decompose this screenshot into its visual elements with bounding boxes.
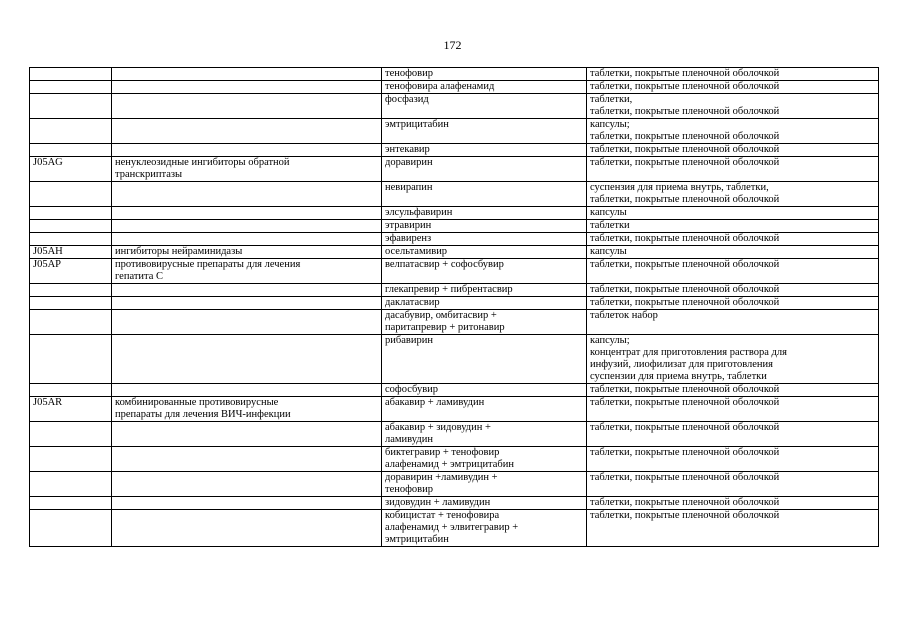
group-name-cell bbox=[112, 497, 382, 510]
group-name-cell bbox=[112, 422, 382, 447]
group-name-cell bbox=[112, 297, 382, 310]
drug-name-cell: абакавир + зидовудин + ламивудин bbox=[382, 422, 587, 447]
atc-code-cell bbox=[30, 335, 112, 384]
table-row bbox=[30, 81, 879, 94]
dosage-form-cell: таблетки, покрытые пленочной оболочкой bbox=[587, 472, 879, 497]
dosage-form-cell: таблетки, покрытые пленочной оболочкой bbox=[587, 384, 879, 397]
drug-name-cell: доравирин +ламивудин + тенофовир bbox=[382, 472, 587, 497]
drug-name-cell: тенофовира алафенамид bbox=[382, 81, 587, 94]
drug-name-cell: велпатасвир + софосбувир bbox=[382, 259, 587, 284]
drug-name-cell: фосфазид bbox=[382, 94, 587, 119]
group-name-cell bbox=[112, 68, 382, 81]
atc-code-cell bbox=[30, 144, 112, 157]
page-number: 172 bbox=[443, 38, 462, 52]
group-name-cell bbox=[112, 384, 382, 397]
drug-name-cell: абакавир + ламивудин bbox=[382, 397, 587, 422]
drug-name-cell: элсульфавирин bbox=[382, 207, 587, 220]
dosage-form-cell: таблеток набор bbox=[587, 310, 879, 335]
group-name-cell bbox=[112, 94, 382, 119]
drug-name-cell: осельтамивир bbox=[382, 246, 587, 259]
atc-code-cell: J05AH bbox=[30, 246, 112, 259]
table-row bbox=[30, 310, 879, 335]
table-row bbox=[30, 297, 879, 310]
atc-code-cell bbox=[30, 447, 112, 472]
table-row bbox=[30, 422, 879, 447]
group-name-cell: ненуклеозидные ингибиторы обратной транскриптазы bbox=[112, 157, 382, 182]
drug-name-cell: этравирин bbox=[382, 220, 587, 233]
atc-code-cell bbox=[30, 497, 112, 510]
atc-code-cell bbox=[30, 297, 112, 310]
drug-name-cell: софосбувир bbox=[382, 384, 587, 397]
group-name-cell bbox=[112, 119, 382, 144]
atc-code-cell: J05AP bbox=[30, 259, 112, 284]
drug-table bbox=[29, 67, 879, 547]
atc-code-cell: J05AR bbox=[30, 397, 112, 422]
group-name-cell bbox=[112, 233, 382, 246]
table-row bbox=[30, 144, 879, 157]
group-name-cell bbox=[112, 207, 382, 220]
table-row bbox=[30, 246, 879, 259]
atc-code-cell bbox=[30, 472, 112, 497]
table-row bbox=[30, 220, 879, 233]
drug-name-cell: эфавиренз bbox=[382, 233, 587, 246]
atc-code-cell bbox=[30, 81, 112, 94]
dosage-form-cell: таблетки, покрытые пленочной оболочкой bbox=[587, 422, 879, 447]
dosage-form-cell: таблетки, покрытые пленочной оболочкой bbox=[587, 447, 879, 472]
drug-name-cell: доравирин bbox=[382, 157, 587, 182]
drug-name-cell: даклатасвир bbox=[382, 297, 587, 310]
dosage-form-cell: таблетки, покрытые пленочной оболочкой bbox=[587, 297, 879, 310]
group-name-cell bbox=[112, 81, 382, 94]
group-name-cell: противовирусные препараты для лечения гепатита С bbox=[112, 259, 382, 284]
dosage-form-cell: таблетки, покрытые пленочной оболочкой bbox=[587, 233, 879, 246]
atc-code-cell bbox=[30, 207, 112, 220]
table-row bbox=[30, 182, 879, 207]
dosage-form-cell: капсулы; концентрат для приготовления раствора для инфузий, лиофилизат для приготовления суспензии для приема внутрь, таблетки bbox=[587, 335, 879, 384]
atc-code-cell bbox=[30, 182, 112, 207]
table-row bbox=[30, 233, 879, 246]
dosage-form-cell: таблетки, покрытые пленочной оболочкой bbox=[587, 284, 879, 297]
dosage-form-cell: таблетки, покрытые пленочной оболочкой bbox=[587, 397, 879, 422]
drug-name-cell: биктегравир + тенофовир алафенамид + эмтрицитабин bbox=[382, 447, 587, 472]
drug-name-cell: дасабувир, омбитасвир + паритапревир + ритонавир bbox=[382, 310, 587, 335]
atc-code-cell bbox=[30, 422, 112, 447]
group-name-cell bbox=[112, 510, 382, 547]
group-name-cell bbox=[112, 144, 382, 157]
atc-code-cell: J05AG bbox=[30, 157, 112, 182]
table-row bbox=[30, 510, 879, 547]
table-row bbox=[30, 157, 879, 182]
table-row bbox=[30, 384, 879, 397]
dosage-form-cell: таблетки, покрытые пленочной оболочкой bbox=[587, 68, 879, 81]
atc-code-cell bbox=[30, 119, 112, 144]
drug-name-cell: энтекавир bbox=[382, 144, 587, 157]
dosage-form-cell: суспензия для приема внутрь, таблетки, таблетки, покрытые пленочной оболочкой bbox=[587, 182, 879, 207]
table-body bbox=[30, 68, 879, 547]
dosage-form-cell: таблетки, покрытые пленочной оболочкой bbox=[587, 510, 879, 547]
drug-name-cell: невирапин bbox=[382, 182, 587, 207]
drug-name-cell: эмтрицитабин bbox=[382, 119, 587, 144]
dosage-form-cell: таблетки bbox=[587, 220, 879, 233]
group-name-cell bbox=[112, 472, 382, 497]
table-row bbox=[30, 119, 879, 144]
atc-code-cell bbox=[30, 233, 112, 246]
table-row bbox=[30, 335, 879, 384]
dosage-form-cell: капсулы bbox=[587, 246, 879, 259]
dosage-form-cell: таблетки, покрытые пленочной оболочкой bbox=[587, 497, 879, 510]
dosage-form-cell: таблетки, покрытые пленочной оболочкой bbox=[587, 81, 879, 94]
drug-name-cell: глекапревир + пибрентасвир bbox=[382, 284, 587, 297]
drug-name-cell: тенофовир bbox=[382, 68, 587, 81]
table-row bbox=[30, 284, 879, 297]
atc-code-cell bbox=[30, 384, 112, 397]
group-name-cell bbox=[112, 310, 382, 335]
table-row bbox=[30, 447, 879, 472]
group-name-cell: ингибиторы нейраминидазы bbox=[112, 246, 382, 259]
group-name-cell bbox=[112, 447, 382, 472]
atc-code-cell bbox=[30, 94, 112, 119]
table-row bbox=[30, 472, 879, 497]
table-row bbox=[30, 94, 879, 119]
table-row bbox=[30, 259, 879, 284]
table-row bbox=[30, 68, 879, 81]
dosage-form-cell: капсулы; таблетки, покрытые пленочной оболочкой bbox=[587, 119, 879, 144]
table-row bbox=[30, 207, 879, 220]
drug-name-cell: зидовудин + ламивудин bbox=[382, 497, 587, 510]
dosage-form-cell: таблетки, покрытые пленочной оболочкой bbox=[587, 157, 879, 182]
atc-code-cell bbox=[30, 310, 112, 335]
atc-code-cell bbox=[30, 68, 112, 81]
drug-name-cell: рибавирин bbox=[382, 335, 587, 384]
drug-name-cell: кобицистат + тенофовира алафенамид + элвитегравир + эмтрицитабин bbox=[382, 510, 587, 547]
table-row bbox=[30, 397, 879, 422]
dosage-form-cell: капсулы bbox=[587, 207, 879, 220]
group-name-cell bbox=[112, 335, 382, 384]
dosage-form-cell: таблетки, покрытые пленочной оболочкой bbox=[587, 144, 879, 157]
dosage-form-cell: таблетки, таблетки, покрытые пленочной оболочкой bbox=[587, 94, 879, 119]
group-name-cell bbox=[112, 182, 382, 207]
group-name-cell: комбинированные противовирусные препараты для лечения ВИЧ-инфекции bbox=[112, 397, 382, 422]
dosage-form-cell: таблетки, покрытые пленочной оболочкой bbox=[587, 259, 879, 284]
group-name-cell bbox=[112, 284, 382, 297]
table-row bbox=[30, 497, 879, 510]
atc-code-cell bbox=[30, 220, 112, 233]
group-name-cell bbox=[112, 220, 382, 233]
atc-code-cell bbox=[30, 284, 112, 297]
atc-code-cell bbox=[30, 510, 112, 547]
